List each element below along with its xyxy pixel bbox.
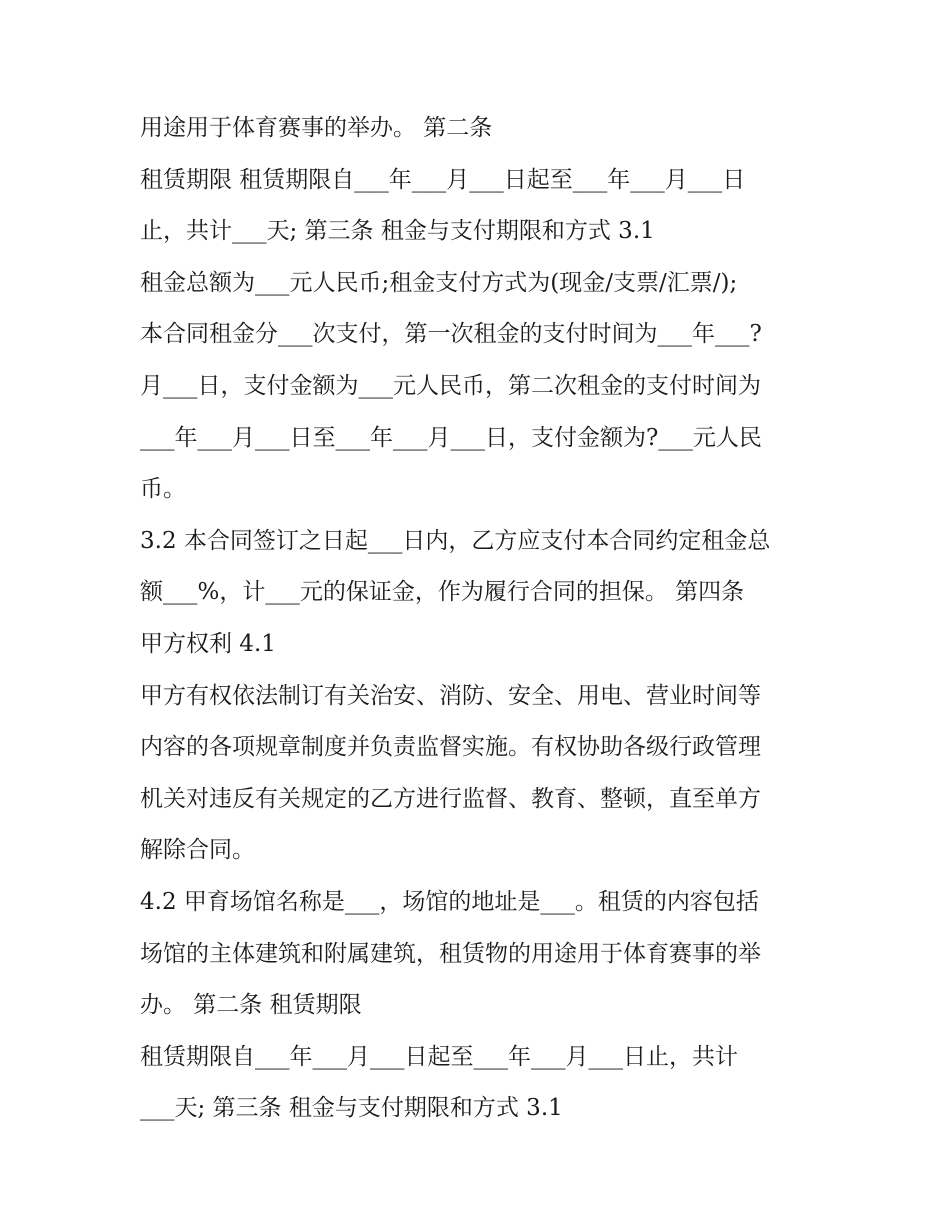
text-line: 办。 第二条 租赁期限 [140,992,362,1019]
document-body [140,103,830,1135]
text-line: ___年___月___日至___年___月___日，支付金额为?___元人民 [140,424,762,451]
text-line: 币。 [140,476,186,503]
text-line: 止，共计___天; 第三条 租金与支付期限和方式 3.1 [140,218,655,245]
text-line: 租赁期限自___年___月___日起至___年___月___日止，共计 [140,1043,738,1070]
text-line: 额___%，计___元的保证金，作为履行合同的担保。 第四条 [140,579,745,606]
text-line: 4.2 甲育场馆名称是___，场馆的地址是___。租赁的内容包括 [140,888,759,915]
text-line: 机关对违反有关规定的乙方进行监督、教育、整顿，直至单方 [140,785,761,812]
text-line: 甲方权利 4.1 [140,630,276,657]
text-line: 解除合同。 [140,837,255,864]
text-line: 用途用于体育赛事的举办。 第二条 [140,115,493,141]
text-line: 3.2 本合同签订之日起___日内，乙方应支付本合同约定租金总 [140,527,771,554]
text-line: 租金总额为___元人民币;租金支付方式为(现金/支票/汇票/); [140,269,738,296]
text-line: 甲方有权依法制订有关治安、消防、安全、用电、营业时间等 [140,682,761,709]
text-line: 本合同租金分___次支付，第一次租金的支付时间为___年___? [140,321,762,348]
text-line: 场馆的主体建筑和附属建筑，租赁物的用途用于体育赛事的举 [140,940,761,967]
text-line: 月___日，支付金额为___元人民币，第二次租金的支付时间为 [140,372,761,399]
text-line: 内容的各项规章制度并负责监督实施。有权协助各级行政管理 [140,734,761,761]
text-line: ___天; 第三条 租金与支付期限和方式 3.1 [140,1095,563,1122]
text-line: 租赁期限 租赁期限自___年___月___日起至___年___月___日 [140,166,746,193]
